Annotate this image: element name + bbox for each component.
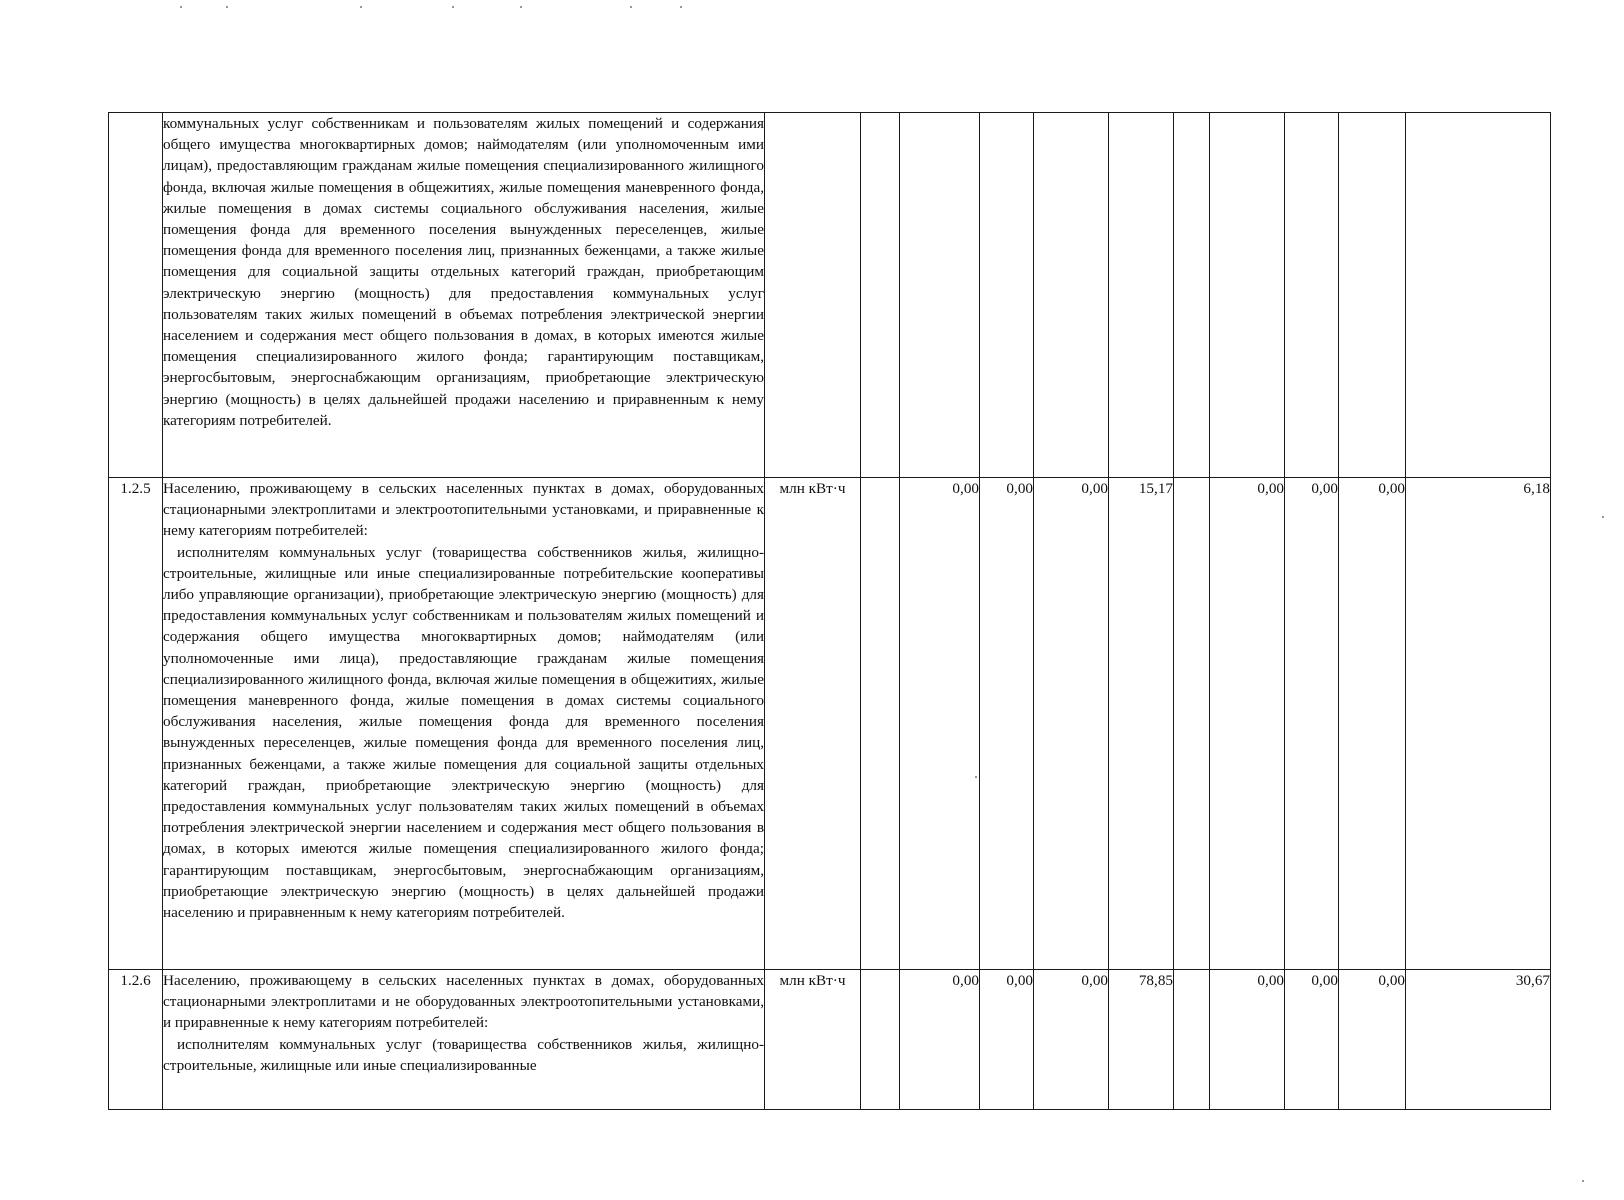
value-cell: 0,00 — [1034, 478, 1109, 970]
value-cell — [861, 478, 900, 970]
value-cell — [1285, 113, 1339, 478]
scan-speck — [1602, 516, 1604, 518]
row-description — [163, 113, 765, 478]
row-description — [163, 970, 765, 1110]
value-cell — [1109, 113, 1174, 478]
value-cell: 0,00 — [1285, 478, 1339, 970]
value-cell: 6,18 — [1406, 478, 1551, 970]
value-cell — [1034, 113, 1109, 478]
description-paragraph: Населению, проживающему в сельских населенных пунктах в домах, оборудованных стационарными электроплитами и электроотопительными установками, и приравненные к нему категориям потребителей: — [163, 480, 764, 540]
value-cell — [1339, 113, 1406, 478]
value-cell — [861, 113, 900, 478]
value-cell — [1174, 113, 1210, 478]
value-cell — [980, 113, 1034, 478]
value-cell: 0,00 — [1339, 970, 1406, 1110]
description-paragraph: коммунальных услуг собственникам и пользователям жилых помещений и содержания общего имущества многоквартирных домов; наймодателям (или уполномоченным ими лицам), предоставляющим гражданам жилые помещения специализированного жилищного фонда, включая жилые помещения в общежитиях, жилые помещения маневренного фонда, жилые помещения в домах системы социального обслуживания населения, жилые помещения фонда для временного поселения вынужденных переселенцев, жилые помещения фонда для временного поселения лиц, признанных беженцами, а также жилые помещения для социальной защиты отдельных категорий граждан, приобретающим электрическую энергию (мощность) для предоставления коммунальных услуг пользователям таких жилых помещений в объемах потребления электрической энергии населением и содержания мест общего пользования в домах, в которых имеются жилые помещения специализированного жилого фонда; гарантирующим поставщикам, энергосбытовым, энергоснабжающим организациям, приобретающие электрическую энергию (мощность) в целях дальнейшей продажи населению и приравненным к нему категориям потребителей. — [163, 115, 764, 429]
value-cell — [1174, 970, 1210, 1110]
value-cell: 0,00 — [900, 970, 980, 1110]
scan-speck — [630, 6, 632, 8]
table-row — [109, 113, 1551, 478]
row-description — [163, 478, 765, 970]
scan-speck — [452, 6, 454, 8]
scan-speck — [360, 6, 362, 8]
value-cell: 78,85 — [1109, 970, 1174, 1110]
scan-speck — [226, 6, 228, 8]
description-paragraph: Населению, проживающему в сельских населенных пунктах в домах, оборудованных стационарными электроплитами и не оборудованных электроотопительными установками, и приравненные к нему категориям потребителей: — [163, 972, 764, 1032]
value-cell: 0,00 — [900, 478, 980, 970]
value-cell — [1210, 113, 1285, 478]
value-cell: 0,00 — [980, 970, 1034, 1110]
value-cell: 0,00 — [1339, 478, 1406, 970]
value-cell: 0,00 — [1034, 970, 1109, 1110]
description-paragraph: исполнителям коммунальных услуг (товарищества собственников жилья, жилищно-строительные, жилищные или иные специализированные потребительские кооперативы либо управляющие организации), приобретающие электрическую энергию (мощность) для предоставления коммунальных услуг собственникам и пользователям жилых помещений и содержания общего имущества многоквартирных домов; наймодателям (или уполномоченные ими лица), предоставляющие гражданам жилые помещения специализированного жилищного фонда, включая жилые помещения в общежитиях, жилые помещения маневренного фонда, жилые помещения в домах системы социального обслуживания населения, жилые помещения фонда для временного поселения вынужденных переселенцев, жилые помещения фонда для временного поселения лиц, признанных беженцами, а также жилые помещения для социальной защиты отдельных категорий граждан, приобретающие электрическую энергию (мощность) для предоставления коммунальных услуг пользователям таких жилых помещений в объемах потребления электрической энергии населением и содержания мест общего пользования в домах, в которых имеются жилые помещения специализированного жилого фонда; гарантирующим поставщикам, энергосбытовым, энергоснабжающим организациям, приобретающие электрическую энергию (мощность) в целях дальнейшей продажи населению и приравненным к нему категориям потребителей. — [163, 543, 764, 922]
value-cell: 0,00 — [980, 478, 1034, 970]
scan-speck — [180, 6, 182, 8]
description-paragraph: исполнителям коммунальных услуг (товарищества собственников жилья, жилищно-строительные, жилищные или иные специализированные — [163, 1035, 764, 1074]
scan-speck — [680, 6, 682, 8]
value-cell — [1406, 113, 1551, 478]
table-row — [109, 478, 1551, 970]
value-cell: 0,00 — [1285, 970, 1339, 1110]
value-cell — [1174, 478, 1210, 970]
row-number: 1.2.5 — [109, 478, 163, 970]
row-number — [109, 113, 163, 478]
row-unit: млн кВт·ч — [765, 478, 861, 970]
row-unit — [765, 113, 861, 478]
value-cell: 0,00 — [1210, 970, 1285, 1110]
value-cell — [861, 970, 900, 1110]
row-number: 1.2.6 — [109, 970, 163, 1110]
value-cell: 0,00 — [1210, 478, 1285, 970]
scan-speck — [520, 6, 522, 8]
row-unit: млн кВт·ч — [765, 970, 861, 1110]
value-cell: 15,17 — [1109, 478, 1174, 970]
scan-speck — [1582, 1180, 1584, 1182]
value-cell: 30,67 — [1406, 970, 1551, 1110]
tariff-volume-table — [108, 112, 1551, 1110]
scan-speck — [975, 776, 977, 778]
value-cell — [900, 113, 980, 478]
table-row — [109, 970, 1551, 1110]
